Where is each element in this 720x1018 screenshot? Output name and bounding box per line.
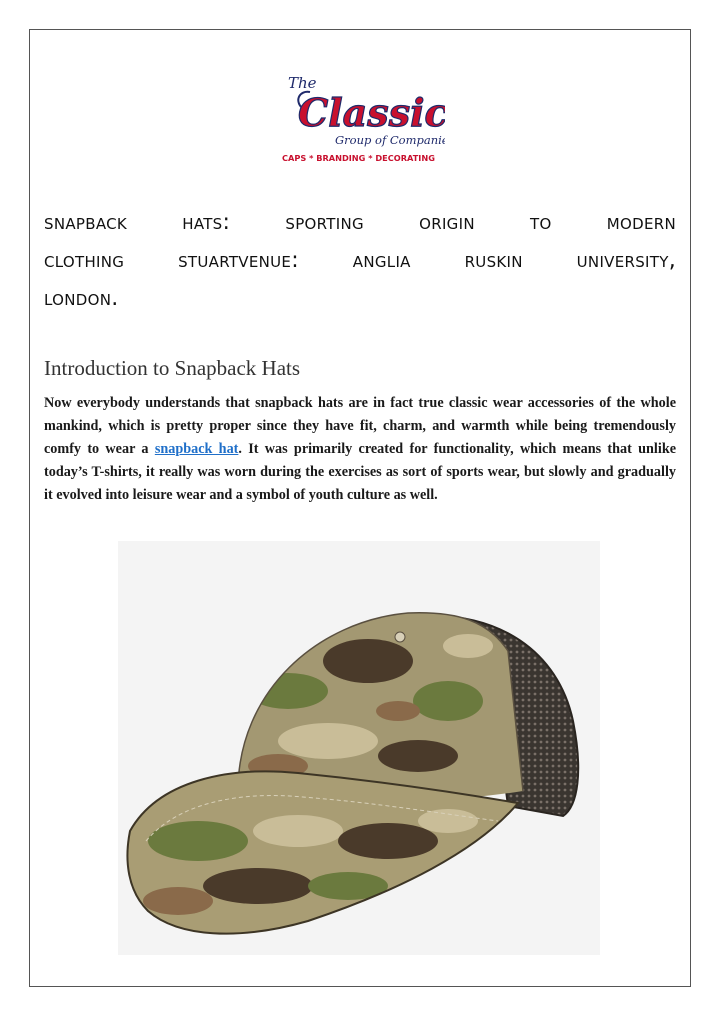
- logo-classic-text: Classic: [298, 90, 445, 135]
- section-heading: Introduction to Snapback Hats: [44, 356, 301, 380]
- paragraph-text-after-link: . It was primarily created for functionality, which means that unlike today’s T-shirts, it really was worn during the exercises as sort of sports wear, but slowly and gradually it evolved into leisure wear and a symbol of youth culture as well.: [44, 441, 677, 503]
- camo-trucker-cap-image: [118, 541, 600, 955]
- logo-tagline: CAPS * BRANDING * DECORATING: [282, 153, 435, 163]
- title-line-1: snapback hats: sporting origin to modern: [44, 210, 676, 235]
- logo-group-text: Group of Companies: [335, 133, 445, 147]
- document-title: [44, 204, 676, 318]
- logo-the-text: The: [288, 74, 317, 92]
- title-line-3: london.: [44, 286, 119, 311]
- title-line-2: clothing stuartvenue: anglia ruskin university,: [44, 248, 676, 273]
- company-logo: [280, 68, 445, 166]
- intro-paragraph: [44, 392, 676, 507]
- cap-illustration: [118, 541, 600, 955]
- snapback-hat-link[interactable]: snapback hat: [154, 441, 239, 457]
- paragraph-text-before-link: Now everybody understands that snapback hats are in fact true classic wear accessories of the whole mankind, which is pretty proper since they have fit, charm, and warmth while being tremendously comfy to wear a: [44, 395, 676, 457]
- logo-graphic: [280, 68, 445, 166]
